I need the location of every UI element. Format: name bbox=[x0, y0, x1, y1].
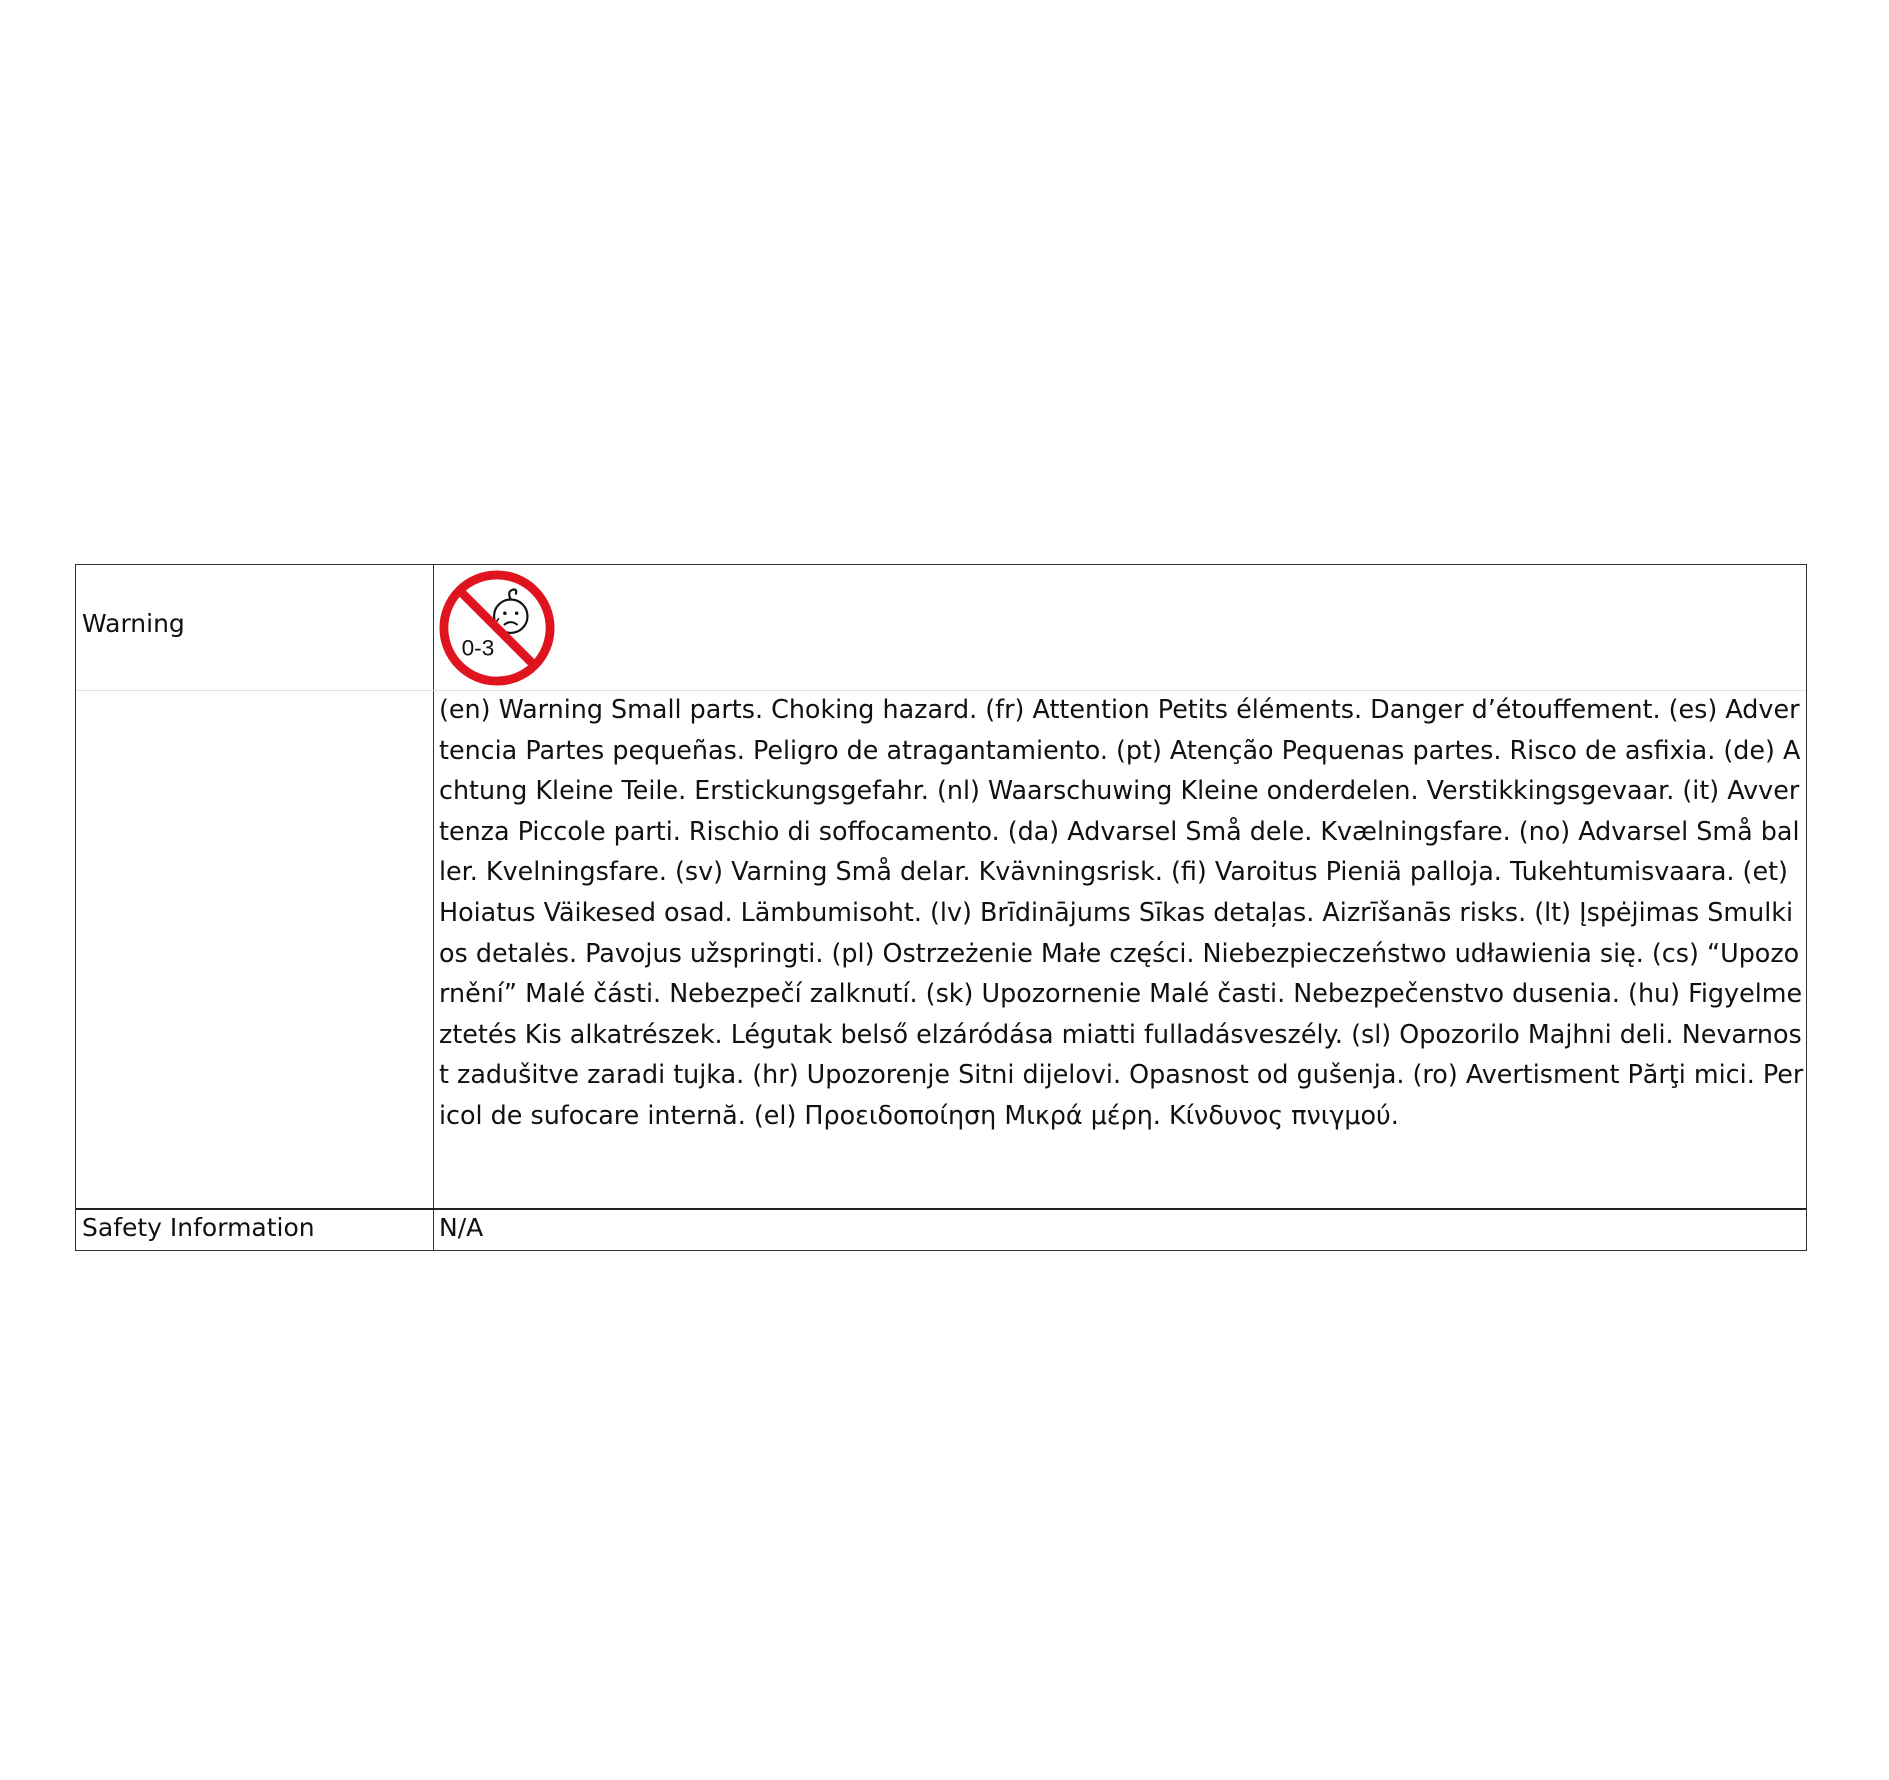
no-small-parts-under-3-icon bbox=[438, 569, 556, 687]
warning-text: (en) Warning Small parts. Choking hazard. (fr) Attention Petits éléments. Danger d’étouffement. (es) Advertencia Partes pequeñas. Peligro de atragantamiento. (pt) Atenção Pequenas partes. Risco de asfixia. (de) Achtung Kleine Teile. Erstickungsgefahr. (nl) Waarschuwing Kleine onderdelen. Verstikkingsgevaar. (it) Avvertenza Piccole parti. Rischio di soffocamento. (da) Advarsel Små dele. Kvælningsfare. (no) Advarsel Små baller. Kvelningsfare. (sv) Varning Små delar. Kvävningsrisk. (fi) Varoitus Pieniä palloja. Tukehtumisvaara. (et) Hoiatus Väikesed osad. Lämbumisoht. (lv) Brīdinājums Sīkas detaļas. Aizrīšanās risks. (lt) Įspėjimas Smulkios detalės. Pavojus užspringti. (pl) Ostrzeżenie Małe części. Niebezpieczeństwo udławienia się. (cs) “Upozornění” Malé části. Nebezpečí zalknutí. (sk) Upozornenie Malé časti. Nebezpečenstvo dusenia. (hu) Figyelmeztetés Kis alkatrészek. Légutak belső elzáródása miatti fulladásveszély. (sl) Opozorilo Majhni deli. Nevarnost zadušitve zaradi tujka. (hr) Upozorenje Sitni dijelovi. Opasnost od gušenja. (ro) Avertisment Părţi mici. Pericol de sufocare internă. (el) Προειδοποίηση Μικρά μέρη. Κίνδυνος πνιγμού. bbox=[439, 694, 1804, 1130]
safety-info-table bbox=[75, 564, 1807, 1251]
row-separator bbox=[76, 1208, 1806, 1210]
safety-information-label: Safety Information bbox=[82, 1213, 315, 1242]
age-range-text: 0-3 bbox=[461, 635, 495, 661]
safety-information-value: N/A bbox=[439, 1213, 484, 1242]
column-divider bbox=[433, 565, 434, 1250]
warning-label: Warning bbox=[82, 609, 185, 638]
